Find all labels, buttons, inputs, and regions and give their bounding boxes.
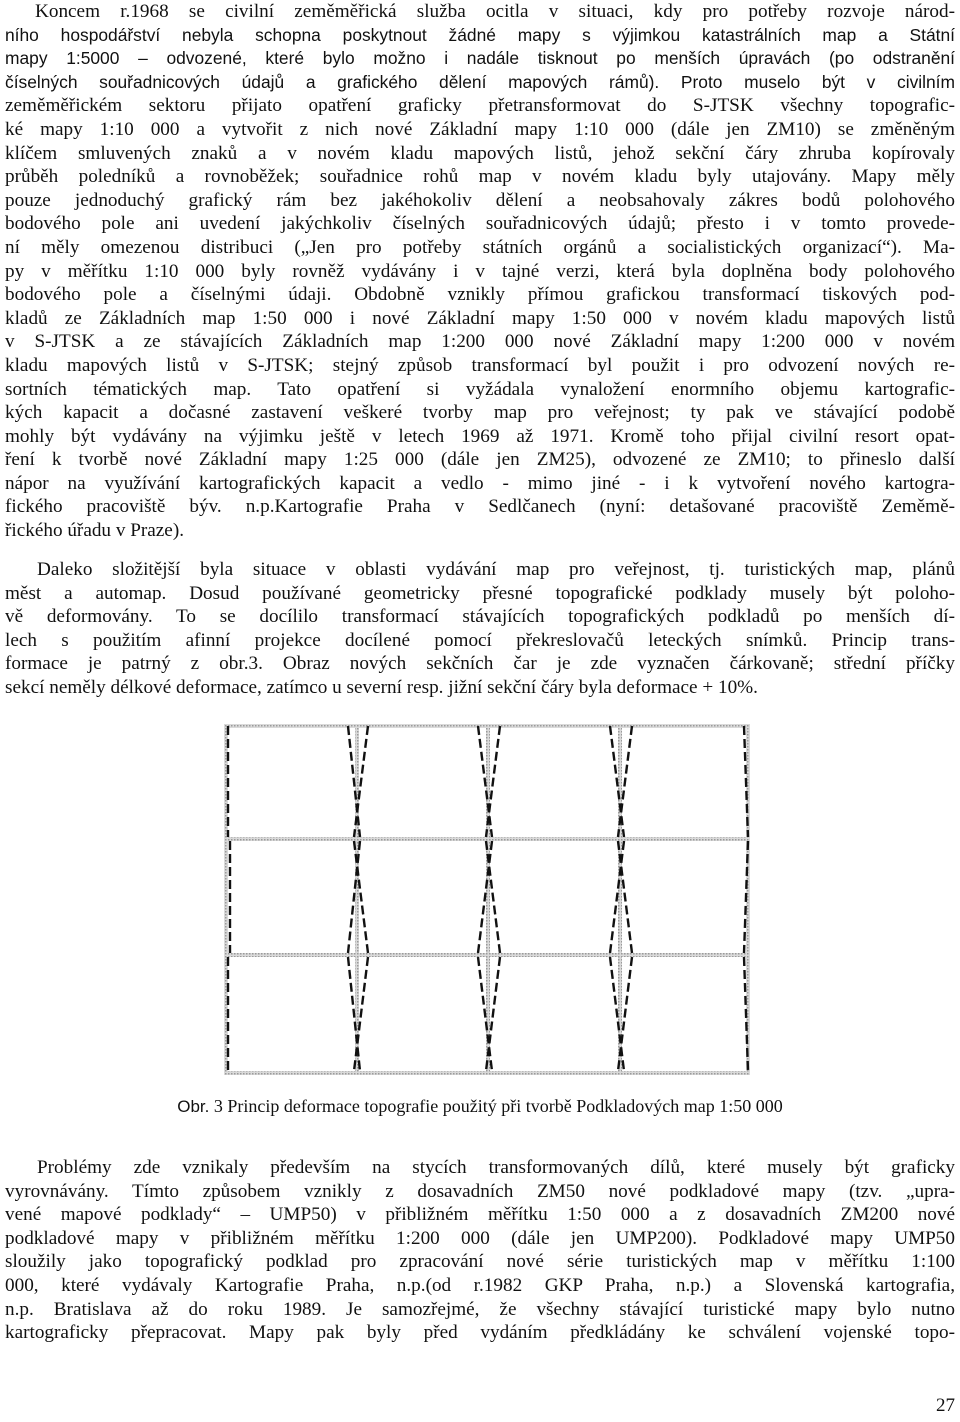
text-line: ření k tvorbě nové Základní mapy 1:25 000 (dále jen ZM25), odvozené ze ZM10; to přineslo další	[5, 449, 955, 471]
text-line: n.p. Bratislava až do roku 1989. Je samozřejmé, že všechny stávající turistické mapy bylo nutno	[5, 1298, 955, 1320]
text-line: řického úřadu v Praze).	[5, 520, 185, 542]
deformation-grid-figure	[222, 722, 752, 1077]
text-line: kých kapacit a dočasné zastavení veškeré tvorby map pro veřejnost; ty pak ve stávající podobě	[5, 402, 955, 424]
text-line: sortních tématických map. Tato opatření si vyžádala vynaložení enormního objemu kartografic-	[5, 378, 955, 400]
text-line: číselných souřadnicových údajů a grafického dělení mapových rámů). Proto muselo být v civilním	[5, 71, 955, 92]
text-line: pouze jednoduchý grafický rám bez jakéhokoliv dělení a neobsahovaly zákres bodů polohového	[5, 189, 955, 211]
paragraph-3	[5, 1156, 955, 1345]
page-number: 27	[936, 1395, 955, 1416]
text-line: mohly být vydávány na výjimku ještě v letech 1969 až 1971. Kromě toho přijal civilní resort opat-	[5, 425, 955, 447]
text-line: průběh poledníků a rovnoběžek; souřadnice rohů map v novém kladu byly utajovány. Mapy měly	[5, 166, 955, 188]
text-line: sekcí neměly délkové deformace, zatímco u severní resp. jižní sekční čáry byla deformace + 10%.	[5, 676, 758, 698]
text-line: Koncem r.1968 se civilní zeměměřická služba ocitla v situaci, kdy pro potřeby rozvoje národ-	[35, 1, 955, 22]
text-line: fického pracoviště býv. n.p.Kartografie Praha v Sedlčanech (nyní: detašované pracoviště Zeměmě-	[5, 496, 955, 518]
text-line: Problémy zde vznikaly především na stycích transformovaných dílů, které musely být graficky	[37, 1157, 955, 1178]
paragraph-1	[5, 0, 955, 543]
text-line: sloužily jako topografický podklad pro zpracování nové série turistických map v měřítku 1:100	[5, 1251, 955, 1273]
text-line: py v měřítku 1:10 000 byly rovněž vydávány i v tajné verzi, která byla doplněna body polohového	[5, 260, 955, 282]
caption-text: 3 Princip deformace topografie použitý při tvorbě Podkladových map 1:50 000	[213, 1096, 783, 1116]
figure-caption	[0, 1096, 960, 1117]
text-line: lech s použitím afinní projekce docílené pomocí překreslovačů leteckých snímků. Princip trans-	[5, 629, 955, 651]
text-line: zeměměřickém sektoru přijato opatření graficky přetransformovat do S-JTSK všechny topografic-	[5, 95, 955, 117]
text-line: ního hospodářství nebyla schopna poskytnout žádné mapy s výjimkou katastrálních map a Státní	[5, 24, 955, 45]
text-line: vě deformovány. To se docílilo transformací stávajících topografických podkladů po menších dí-	[5, 606, 955, 628]
text-line: ní měly omezenou distribuci („Jen pro potřeby státních orgánů a socialistických organizací“). Ma-	[5, 236, 955, 258]
text-line: bodového pole a číselnými údaji. Obdobně vznikly přímou grafickou transformací tiskových pod-	[5, 284, 955, 306]
text-line: klíčem smluvených znaků a v novém kladu mapových listů, jehož sekční čáry zhruba kopírovaly	[5, 142, 955, 164]
text-line: mapy 1:5000 – odvozené, které bylo možno i nadále tisknout po menších úpravách (po odstranění	[5, 48, 955, 69]
text-line: vyrovnávány. Tímto způsobem vznikly z dosavadních ZM50 nové podkladové mapy (tzv. „upra-	[5, 1180, 955, 1202]
text-line: formace je patrný z obr.3. Obraz nových sekčních čar je zde vyznačen čárkovaně; střední příčky	[5, 653, 955, 675]
text-line: kladu mapových listů v S-JTSK; stejný způsob transformací byl použit i pro odvození nových re-	[5, 354, 955, 376]
text-line: nápor na využívání kartografických kapacit a vedlo - mimo jiné - i k vytvoření nového kartogra-	[5, 472, 955, 494]
text-line: vené mapové podklady“ – UMP50) v přibližném měřítku 1:50 000 a z dosavadních ZM200 nové	[5, 1204, 955, 1226]
text-line: kladů ze Základních map 1:50 000 i nové Základní mapy 1:50 000 v novém kladu mapových listů	[5, 307, 955, 329]
text-line: Daleko složitější byla situace v oblasti vydávání map pro veřejnost, tj. turistických map, plánů	[37, 559, 955, 580]
text-line: podkladové mapy v přibližném měřítku 1:200 000 (dále jen UMP200). Podkladové mapy UMP50	[5, 1227, 955, 1249]
text-line: v S-JTSK a ze stávajících Základních map 1:200 000 nové Základní mapy 1:200 000 v novém	[5, 331, 955, 353]
paragraph-2	[5, 558, 955, 700]
text-line: bodového pole ani uvedení jakýchkoliv číselných souřadnicových údajů; přesto i v tomto provede-	[5, 213, 955, 235]
text-line: 000, které vydávaly Kartografie Praha, n.p.(od r.1982 GKP Praha, n.p.) a Slovenská kartografia,	[5, 1274, 955, 1296]
caption-prefix: Obr.	[177, 1097, 210, 1116]
text-line: kartograficky přepracovat. Mapy pak byly před vydáním předkládány ke schválení vojenské topo-	[5, 1322, 955, 1344]
text-line: ké mapy 1:10 000 a vytvořit z nich nové Základní mapy 1:10 000 (dále jen ZM10) se změněným	[5, 118, 955, 140]
text-line: měst a automap. Dosud používané geometricky přesné topografické podklady musely být poloho-	[5, 582, 955, 604]
